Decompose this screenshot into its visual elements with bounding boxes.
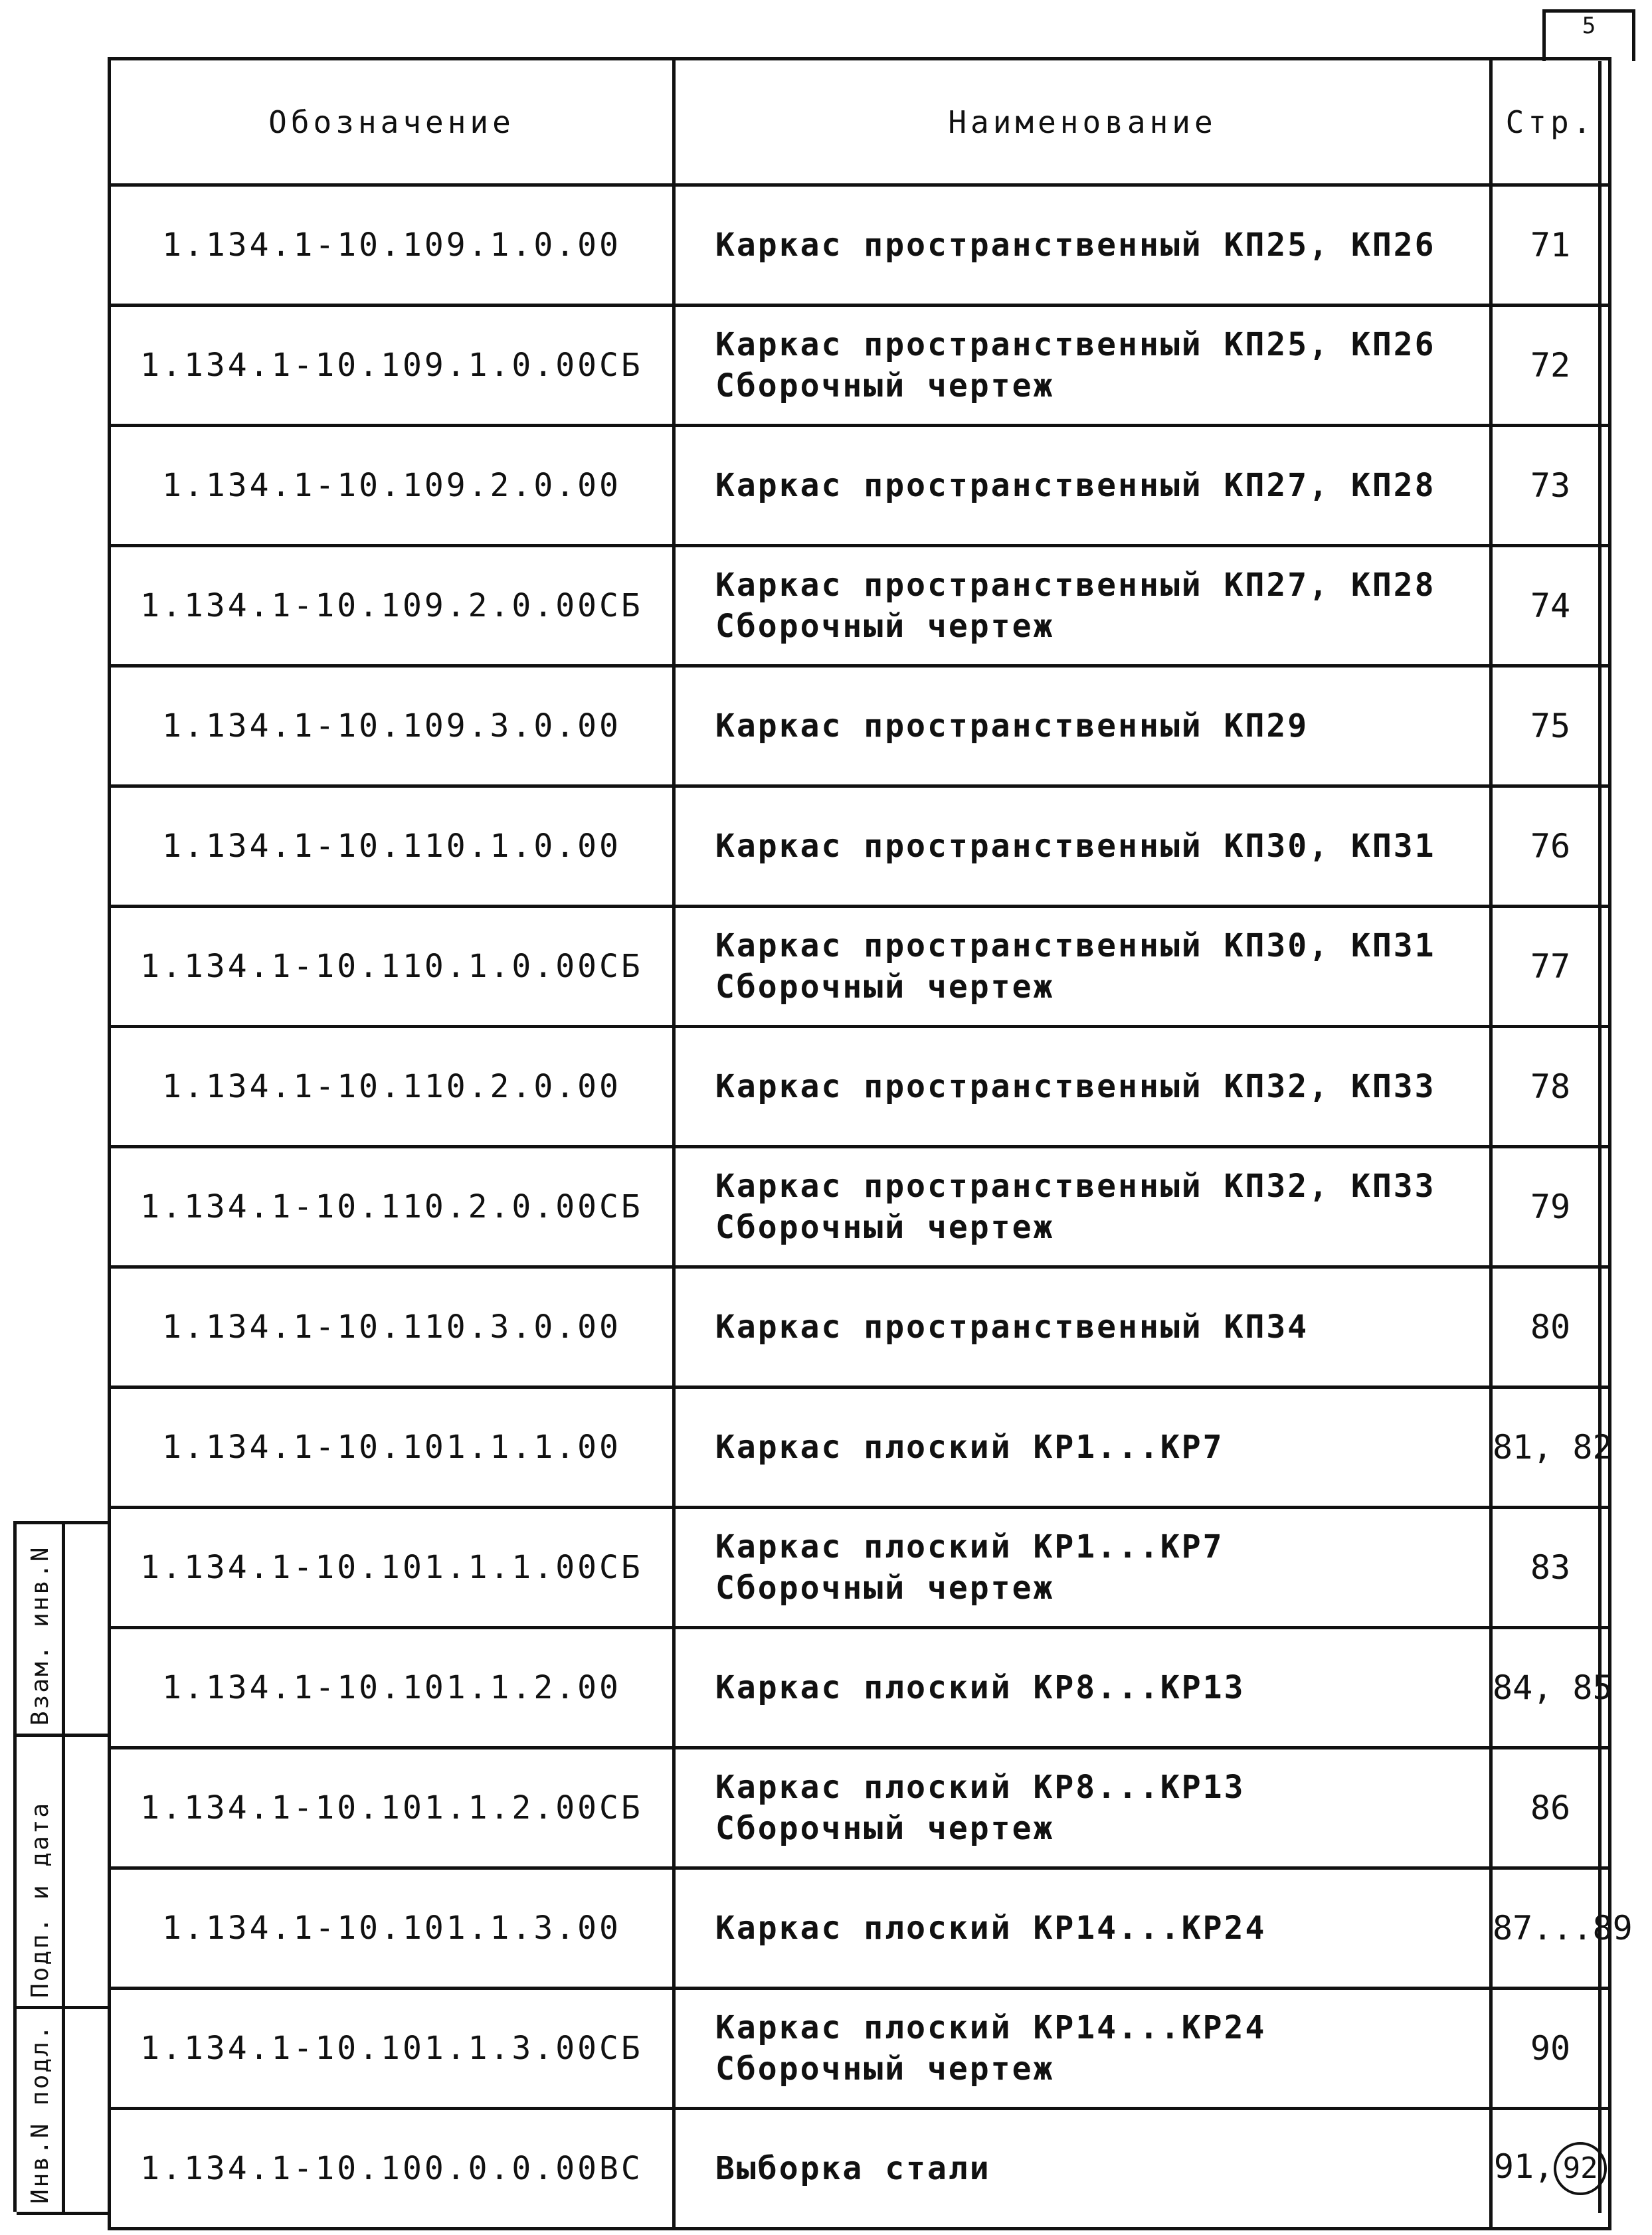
row-name-line1: Каркас пространственный КП25, КП26: [715, 226, 1436, 264]
row-name: [674, 1868, 1491, 1989]
row-page-number: 79: [1530, 1188, 1571, 1226]
row-page: [1491, 666, 1610, 786]
row-page: [1491, 1748, 1610, 1868]
row-page: [1491, 907, 1610, 1027]
table-row: [110, 1628, 1610, 1748]
row-name: [674, 1147, 1491, 1267]
table-row: [110, 1147, 1610, 1267]
row-page: [1491, 546, 1610, 666]
row-name-line1: Каркас пространственный КП25, КП26: [715, 326, 1436, 363]
row-name: [674, 1748, 1491, 1868]
row-page: [1491, 185, 1610, 306]
table-row: [110, 907, 1610, 1027]
stamp-inv-podl: Инв.N подл.: [27, 2023, 54, 2204]
row-name-line2: Сборочный чертеж: [715, 2050, 1055, 2088]
row-name-line1: Каркас пространственный КП34: [715, 1308, 1309, 1346]
row-page-number: 71: [1530, 226, 1571, 264]
row-name-line2: Сборочный чертеж: [715, 608, 1055, 645]
row-name-line1: Каркас пространственный КП27, КП28: [715, 467, 1436, 504]
row-name-line1: Каркас плоский КР1...КР7: [715, 1528, 1224, 1565]
row-page: [1491, 426, 1610, 546]
row-name-line1: Каркас плоский КР14...КР24: [715, 1910, 1267, 1947]
row-page-number: 84, 85: [1493, 1668, 1613, 1707]
row-code: 1.134.1-10.110.2.0.00: [110, 1027, 674, 1147]
row-name-line2: Сборочный чертеж: [715, 367, 1055, 404]
row-name-line1: Выборка стали: [715, 2150, 991, 2187]
row-name-line1: Каркас пространственный КП32, КП33: [715, 1068, 1436, 1105]
row-page-number: 72: [1530, 346, 1571, 385]
row-page-number: 90: [1530, 2029, 1571, 2068]
row-code: 1.134.1-10.101.1.1.00: [110, 1387, 674, 1508]
row-page: [1491, 1868, 1633, 1989]
row-page: [1491, 1147, 1610, 1267]
row-page-number: 75: [1530, 707, 1571, 745]
row-code: 1.134.1-10.101.1.3.00: [110, 1868, 674, 1989]
table-row: [110, 185, 1610, 306]
row-page-number: 73: [1530, 466, 1571, 505]
row-name-line1: Каркас плоский КР8...КР13: [715, 1769, 1245, 1806]
table-row: [110, 426, 1610, 546]
row-page-number: 74: [1530, 586, 1571, 625]
row-name-line1: Каркас пространственный КП29: [715, 707, 1309, 745]
row-page: [1491, 1027, 1610, 1147]
table-row: [110, 1508, 1610, 1628]
table-body: [110, 185, 1633, 2229]
row-code: 1.134.1-10.110.1.0.00СБ: [110, 907, 674, 1027]
row-name: [674, 546, 1491, 666]
row-code: 1.134.1-10.101.1.2.00СБ: [110, 1748, 674, 1868]
row-name-line1: Каркас плоский КР14...КР24: [715, 2009, 1267, 2046]
row-name-line1: Каркас плоский КР1...КР7: [715, 1429, 1224, 1466]
row-page-number: 76: [1530, 827, 1571, 865]
row-page: [1491, 786, 1610, 907]
row-name-line1: Каркас пространственный КП32, КП33: [715, 1168, 1436, 1205]
table-row: [110, 786, 1610, 907]
row-name: [674, 1387, 1491, 1508]
row-name-line1: Каркас пространственный КП27, КП28: [715, 567, 1436, 604]
approval-stamp: [13, 1521, 108, 2212]
row-code: 1.134.1-10.109.2.0.00СБ: [110, 546, 674, 666]
row-page: [1491, 2109, 1610, 2229]
row-name: [674, 1508, 1491, 1628]
row-code: 1.134.1-10.101.1.1.00СБ: [110, 1508, 674, 1628]
row-page-number: 77: [1530, 947, 1571, 986]
table-header-row: [110, 59, 1610, 185]
row-page: [1491, 1508, 1610, 1628]
row-code: 1.134.1-10.109.1.0.00: [110, 185, 674, 306]
stamp-cell-vzam: [17, 1524, 111, 1737]
row-page: [1491, 306, 1610, 426]
row-name: [674, 426, 1491, 546]
table-row: [110, 1027, 1610, 1147]
row-page: [1491, 1989, 1610, 2109]
row-name-line1: Каркас плоский КР8...КР13: [715, 1669, 1245, 1706]
row-code: 1.134.1-10.110.2.0.00СБ: [110, 1147, 674, 1267]
row-name-line2: Сборочный чертеж: [715, 1209, 1055, 1246]
row-page-number: 80: [1530, 1308, 1571, 1346]
row-name: [674, 1628, 1491, 1748]
stamp-podp-data: Подп. и дата: [27, 1801, 54, 1998]
page-number: 5: [1542, 9, 1635, 61]
row-page: [1491, 1267, 1610, 1387]
row-code: 1.134.1-10.110.3.0.00: [110, 1267, 674, 1387]
row-page: [1491, 1387, 1613, 1508]
row-code: 1.134.1-10.101.1.3.00СБ: [110, 1989, 674, 2109]
row-code: 1.134.1-10.109.3.0.00: [110, 666, 674, 786]
header-code: Обозначение: [110, 59, 674, 185]
row-name-line2: Сборочный чертеж: [715, 1569, 1055, 1607]
stamp-vzam-inv: Взам. инв.N: [27, 1545, 54, 1726]
row-name: [674, 185, 1491, 306]
row-name: [674, 1267, 1491, 1387]
header-name: Наименование: [674, 59, 1491, 185]
table-row: [110, 306, 1610, 426]
row-code: 1.134.1-10.109.2.0.00: [110, 426, 674, 546]
row-page-number: 87...89: [1493, 1909, 1633, 1947]
contents-table: [108, 57, 1633, 2230]
row-name-line1: Каркас пространственный КП30, КП31: [715, 828, 1436, 865]
row-name: [674, 1989, 1491, 2109]
table-row: [110, 1267, 1610, 1387]
table-row: [110, 1387, 1610, 1508]
row-name: [674, 666, 1491, 786]
table-row: [110, 546, 1610, 666]
table-row: [110, 1989, 1610, 2109]
row-page-number: 86: [1530, 1789, 1571, 1827]
row-name: [674, 2109, 1491, 2229]
table-row: [110, 2109, 1610, 2229]
row-code: 1.134.1-10.100.0.0.00ВС: [110, 2109, 674, 2229]
stamp-cell-inv: [17, 2009, 111, 2215]
row-code: 1.134.1-10.110.1.0.00: [110, 786, 674, 907]
row-name-line1: Каркас пространственный КП30, КП31: [715, 927, 1436, 964]
row-name: [674, 1027, 1491, 1147]
table-row: [110, 666, 1610, 786]
header-page: Стр.: [1491, 59, 1610, 185]
row-page-number: 78: [1530, 1067, 1571, 1106]
row-page-number: 91,: [1493, 2147, 1554, 2186]
table-row: [110, 1748, 1610, 1868]
table-row: [110, 1868, 1610, 1989]
row-name: [674, 786, 1491, 907]
row-page-number: 83: [1530, 1548, 1571, 1587]
row-name-line2: Сборочный чертеж: [715, 1810, 1055, 1847]
row-page: [1491, 1628, 1613, 1748]
row-code: 1.134.1-10.101.1.2.00: [110, 1628, 674, 1748]
row-name: [674, 306, 1491, 426]
stamp-cell-podp: [17, 1737, 111, 2009]
row-name: [674, 907, 1491, 1027]
row-code: 1.134.1-10.109.1.0.00СБ: [110, 306, 674, 426]
row-page-circled: 92: [1554, 2142, 1607, 2195]
row-name-line2: Сборочный чертеж: [715, 968, 1055, 1006]
row-page-number: 81, 82: [1493, 1428, 1613, 1467]
